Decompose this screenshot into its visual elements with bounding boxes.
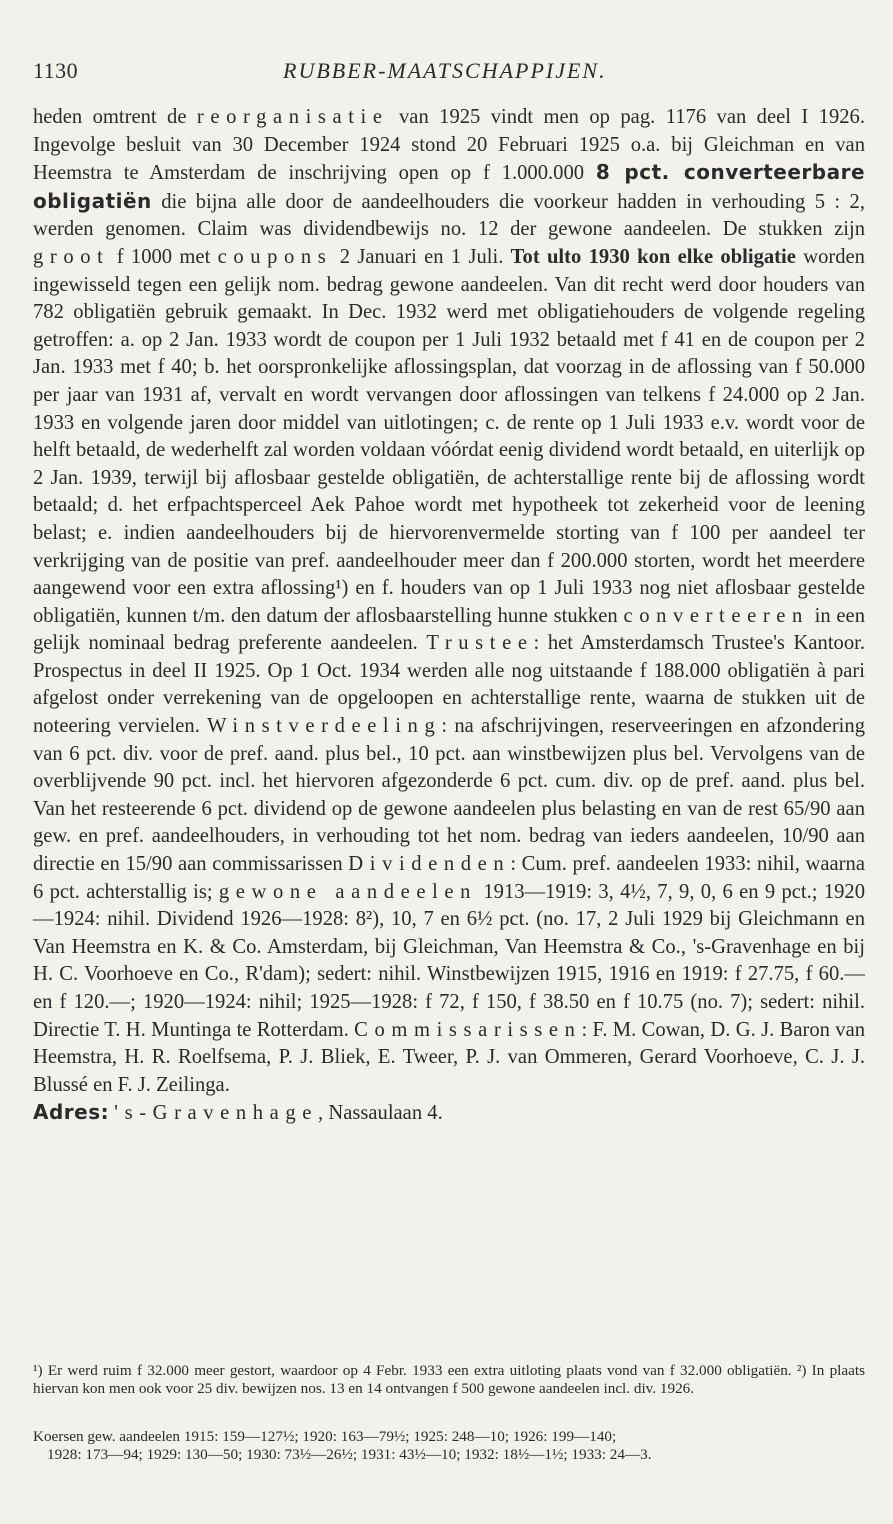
text-run: : F. M. Cowan, D. G. J. Baron van Heemstra, H. R. Roelfsema, P. J. Bliek, E. Tweer, P. J. van Ommeren, Gerard Voorhoeve, C. J. J. Blussé en F. J. Zeilinga.: [33, 1018, 866, 1096]
text-run: heden omtrent de: [33, 106, 197, 128]
address-label: Adres:: [33, 1100, 110, 1125]
text-run: in een gelijk nominaal bedrag preferente aandeelen.: [33, 604, 865, 655]
spaced-term: Commissarissen: [354, 1018, 582, 1041]
text-run: : het Amsterdamsch Trustee's Kantoor. Prospectus in deel II 1925. Op 1 Oct. 1934 werden alle nog uitstaande f 188.000 obligatiën à pari afgelost onder verrekening van de opgeloopen en achterstallige rente, waarna de stukken uit de noteering vervielen.: [33, 632, 866, 738]
address-street: , Nassaulaan 4.: [318, 1102, 443, 1125]
footnotes: ¹) Er werd ruim f 32.000 meer gestort, waardoor op 4 Febr. 1933 een extra uitloting plaats vond van f 32.000 obligatiën. ²) In plaats hiervan kon men ook voor 25 div. bewijzen nos. 13 en 14 ontvangen f 500 gewone aandeelen incl. div. 1926.: [33, 1362, 865, 1397]
running-title: RUBBER-MAATSCHAPPIJEN.: [283, 58, 607, 83]
price-quotes: [33, 1428, 865, 1464]
page-number: 1130: [33, 58, 79, 83]
text-run: 1913—1919: 3, 4½, 7, 9, 0, 6 en 9 pct.; 1920—1924: nihil. Dividend 1926—1928: 8²), 10, 7 en 6½ pct. (no. 17, 2 Juli 1929 bij Gleichmann en Van Heemstra en K. & Co. Amsterdam, bij Gleichman, Van Heemstra & Co., 's-Gravenhage en bij H. C. Voorhoeve en Co., R'dam); sedert: nihil. Winstbewijzen 1915, 1916 en 1919: f 27.75, f 60.— en f 120.—; 1920—1924: nihil; 1925—1928: f 72, f 150, f 38.50 en f 10.75 (no. 7); sedert: nihil. Directie T. H. Muntinga te Rotterdam.: [33, 880, 866, 1041]
text-run: die bijna alle door de aandeelhouders die voorkeur hadden in verhouding 5 : 2, werden genomen. Claim was dividendbewijs no. 12 der gewone aandeelen. De stukken zijn: [33, 190, 865, 241]
spaced-term: Dividenden: [348, 853, 511, 876]
spaced-term: converteeren: [623, 604, 809, 627]
page-header: [33, 58, 863, 88]
text-run: 2 Januari en 1 Juli.: [332, 245, 511, 268]
spaced-term: reorganisatie: [196, 106, 389, 128]
body-paragraph: [33, 104, 865, 1128]
price-quotes-line: 1928: 173—94; 1929: 130—50; 1930: 73½—26½; 1931: 43½—10; 1932: 18½—1½; 1933: 24—3.: [47, 1446, 652, 1463]
text-run: van 1925 vindt men op pag. 1176 van deel I 1926. Ingevolge besluit van 30 December 1924 stond 20 Februari 1925 o.a. bij Gleichman en van Heemstra te Amsterdam de inschrijving open op f 1.000.000: [33, 106, 865, 185]
text-run: worden ingewisseld tegen een gelijk nom. bedrag gewone aandeelen. Van dit recht werd door houders van 782 obligatiën gebruik gemaakt. In Dec. 1932 werd met obligatiehouders de volgende regeling getroffen: a. op 2 Jan. 1933 wordt de coupon per 1 Juli 1932 betaald met f 41 en de coupon per 2 Jan. 1933 met f 40; b. het oorspronkelijke aflossingsplan, dat voorzag in de aflossing van f 50.000 per jaar van 1931 af, vervalt en wordt vervangen door aflossingen van telkens f 24.000 op 2 Jan. 1933 en volgende jaren door middel van uitlotingen; c. de rente op 1 Juli 1933 e.v. wordt voor de helft betaald, de wederhelft zal worden voldaan vóórdat eenig dividend wordt betaald, en uiterlijk op 2 Jan. 1939, terwijl bij aflosbaar gestelde obligatiën, de achterstallige rente bij de aflossing wordt betaald; d. het erfpachtsperceel Aek Pahoe wordt met hypotheek tot zekerheid voor de leening belast; e. indien aandeelhouders bij de hiervorenvermelde storting van f 100 per aandeel ter verkrijging van de positie van pref. aandeelhouder meer dan f 200.000 storten, wordt het meerdere aangewend voor een extra aflossing¹) en f. houders van op 1 Juli 1933 nog niet aflosbaar gestelde obligatiën, kunnen t/m. den datum der aflosbaarstelling hunne stukken: [33, 245, 865, 627]
text-run: f 1000 met: [109, 245, 218, 268]
spaced-term: coupons: [217, 245, 333, 268]
price-quotes-line: Koersen gew. aandeelen 1915: 159—127½; 1920: 163—79½; 1925: 248—10; 1926: 199—140;: [33, 1428, 617, 1445]
spaced-term: gewone aandeelen: [218, 880, 478, 903]
spaced-term: Trustee: [426, 632, 534, 655]
section-heading: 8 pct. converteerbare obligatiën: [33, 160, 866, 213]
address-city: 's-Gravenhage: [114, 1102, 319, 1125]
spaced-term: Winstverdeeling: [207, 715, 442, 738]
text-run: : na afschrijvingen, reserveeringen en afzondering van 6 pct. div. voor de pref. aand. plus bel., 10 pct. aan winstbewijzen plus bel. Vervolgens van de overblijvende 90 pct. incl. het hiervoren afgezonderde 6 pct. cum. div. op de pref. aand. plus bel. Van het resteerende 6 pct. dividend op de gewone aandeelen plus belasting en van de rest 65/90 aan gew. en pref. aandeelhouders, in verhouding tot het nom. bedrag van ieders aandeelen, 10/90 aan directie en 15/90 aan commissarissen: [33, 715, 865, 876]
text-run: : Cum. pref. aandeelen 1933: nihil, waarna 6 pct. achterstallig is;: [33, 853, 865, 903]
bold-phrase: Tot ulto 1930 kon elke obligatie: [510, 245, 796, 268]
spaced-term: groot: [33, 245, 110, 268]
